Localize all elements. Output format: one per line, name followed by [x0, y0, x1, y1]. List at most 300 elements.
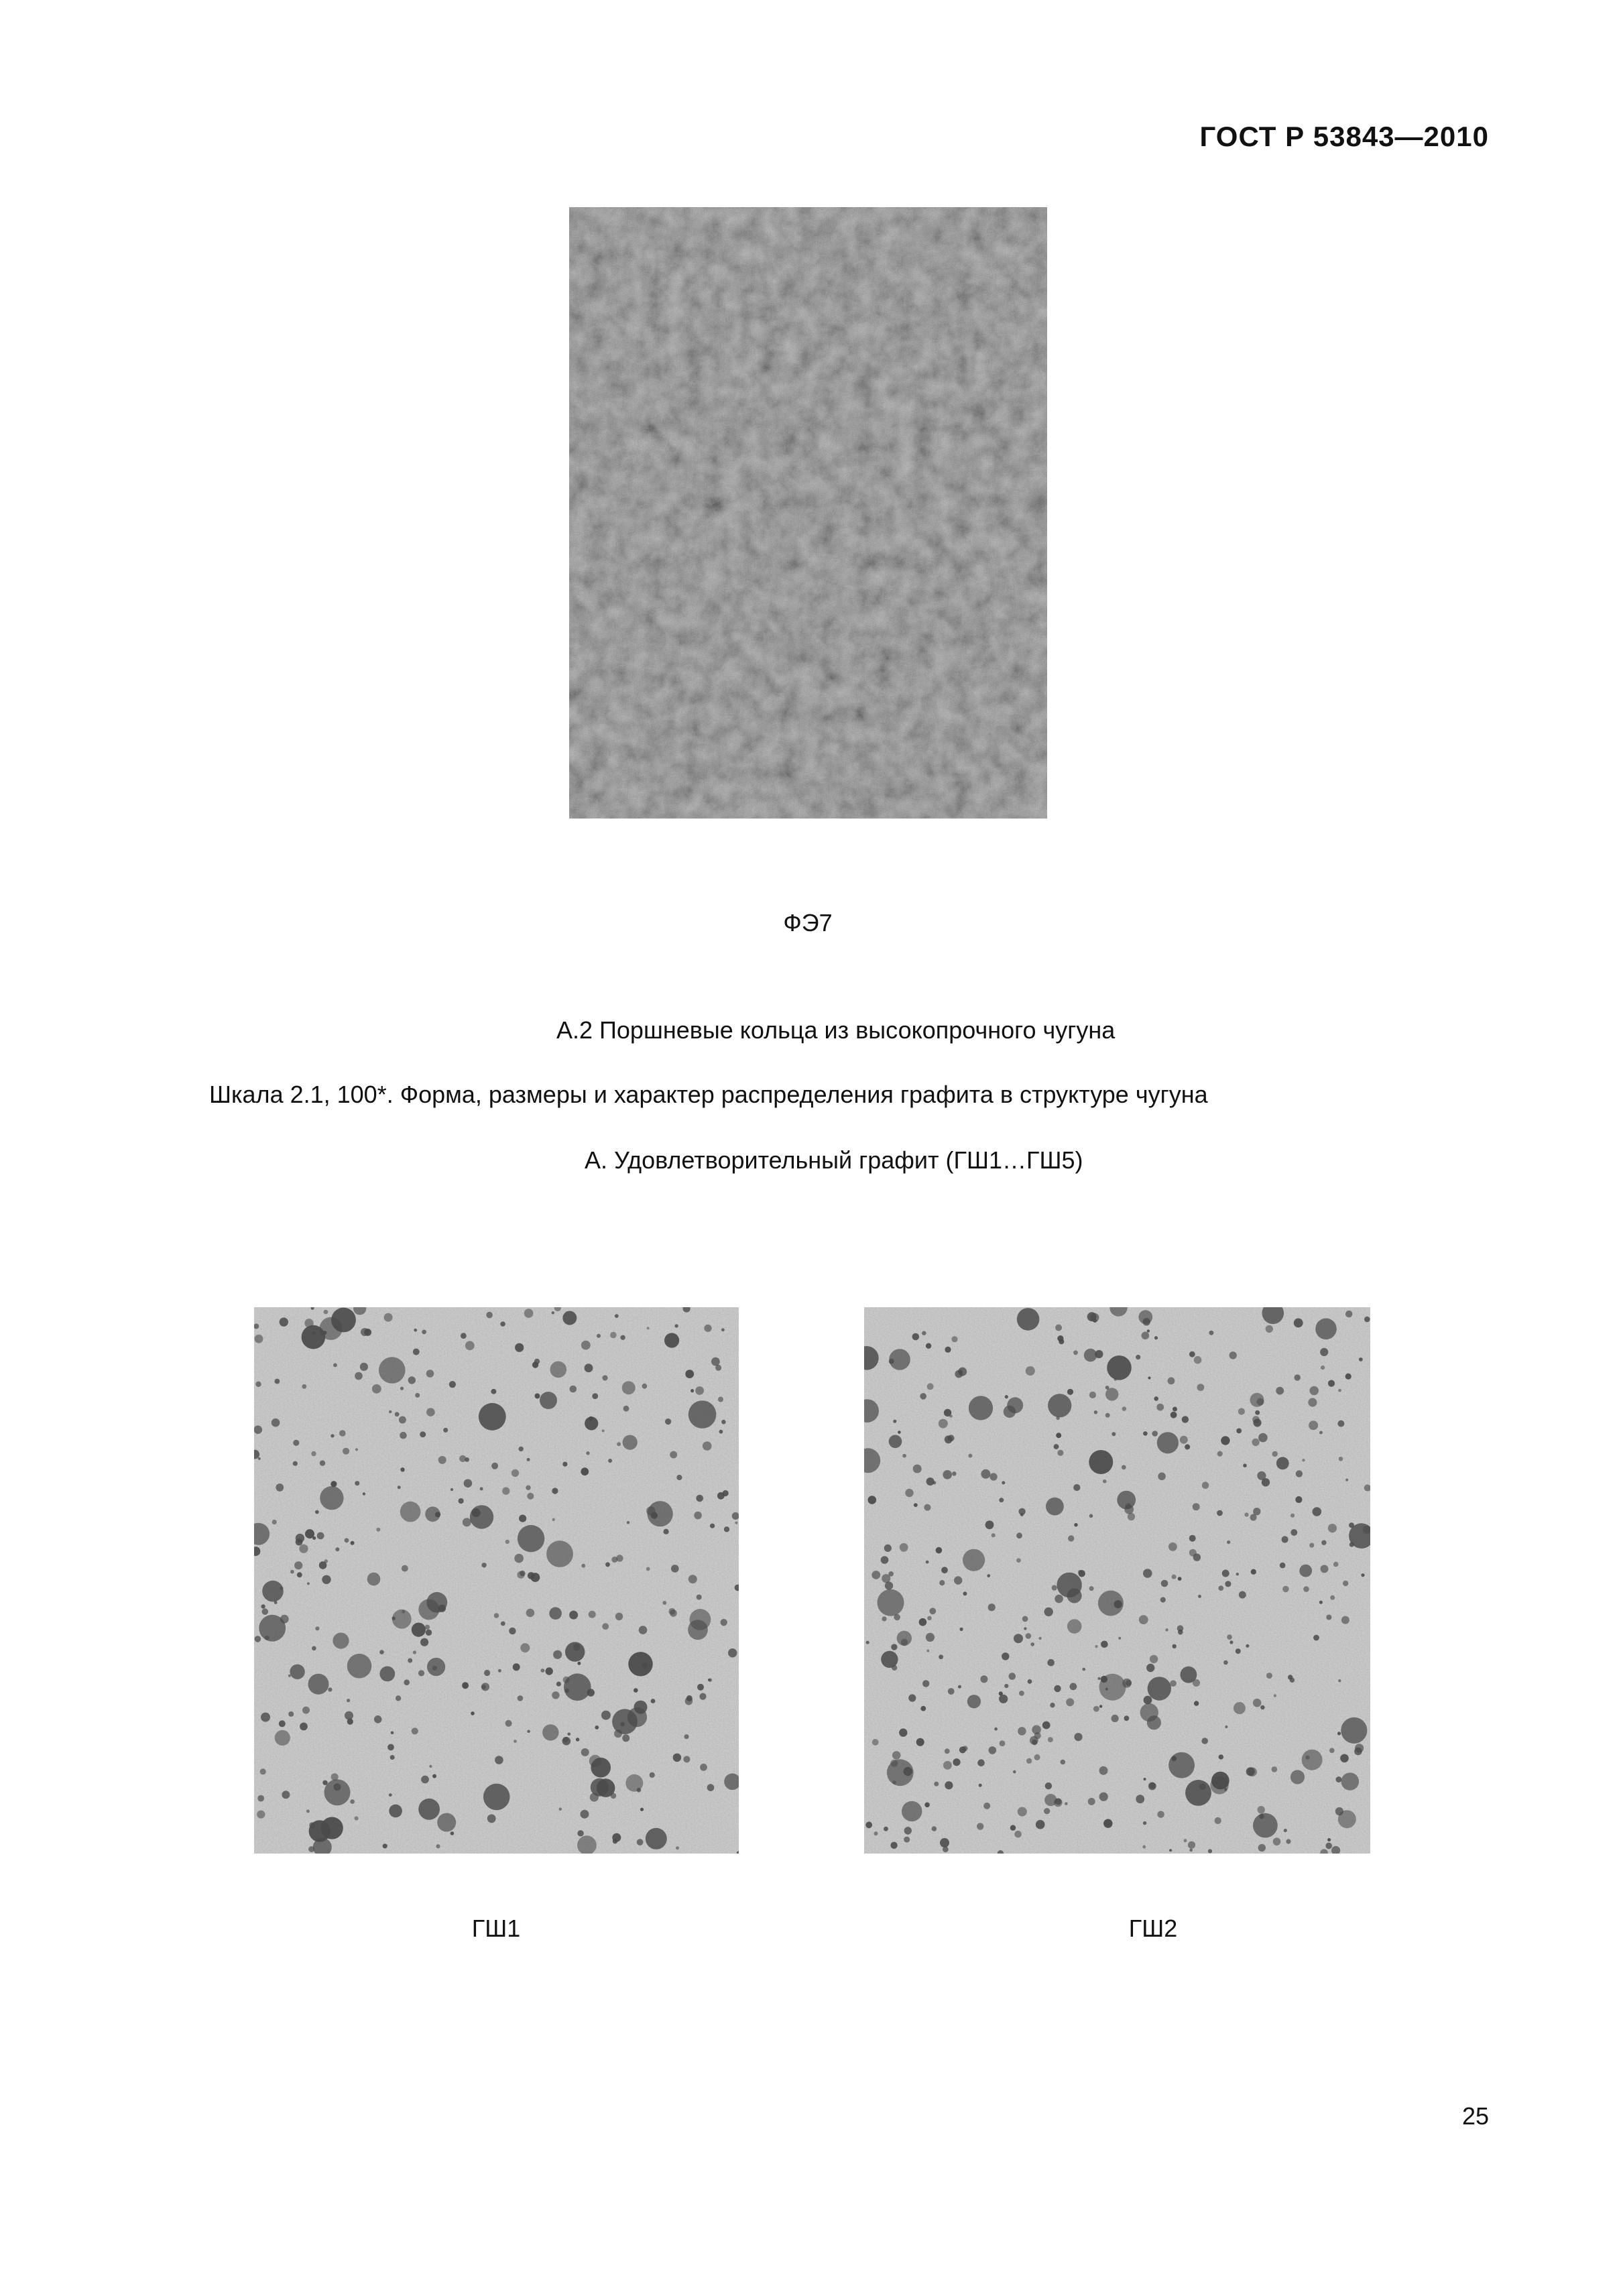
- graphite-nodule: [640, 1808, 644, 1811]
- graphite-nodule: [1337, 1732, 1341, 1735]
- graphite-nodule: [408, 1376, 416, 1384]
- graphite-nodule: [1227, 1634, 1232, 1640]
- graphite-nodule: [1339, 1457, 1343, 1461]
- graphite-nodule: [703, 1441, 712, 1451]
- graphite-nodule: [1016, 1532, 1022, 1538]
- graphite-nodule: [1073, 1484, 1080, 1491]
- graphite-nodule: [1101, 1641, 1108, 1648]
- graphite-nodule: [922, 1680, 929, 1687]
- graphite-nodule: [1032, 1740, 1037, 1745]
- graphite-nodule: [275, 1730, 290, 1746]
- graphite-nodule: [471, 1711, 475, 1715]
- graphite-nodule: [1026, 1633, 1032, 1639]
- graphite-nodule: [483, 1784, 510, 1811]
- graphite-nodule: [262, 1581, 284, 1602]
- graphite-nodule: [392, 1610, 412, 1629]
- graphite-nodule: [943, 1470, 952, 1479]
- graphite-nodule: [1197, 1384, 1205, 1391]
- graphite-nodule: [721, 1328, 725, 1331]
- graphite-nodule: [695, 1386, 704, 1395]
- graphite-nodule: [902, 1454, 906, 1458]
- graphite-nodule: [960, 1628, 963, 1631]
- graphite-nodule: [418, 1599, 439, 1620]
- graphite-nodule: [1095, 1645, 1097, 1648]
- graphite-nodule: [924, 1504, 930, 1511]
- graphite-nodule: [1010, 1825, 1016, 1830]
- graphite-nodule: [939, 1419, 948, 1429]
- graphite-nodule: [418, 1799, 440, 1820]
- graphite-nodule: [379, 1357, 406, 1384]
- graphite-nodule: [932, 1826, 937, 1831]
- graphite-nodule: [1215, 1817, 1221, 1824]
- graphite-nodule: [591, 1758, 611, 1778]
- graphite-nodule: [871, 1571, 880, 1579]
- graphite-nodule: [328, 1687, 332, 1691]
- graphite-nodule: [608, 1459, 612, 1463]
- graphite-nodule: [1321, 1540, 1326, 1545]
- graphite-nodule: [1225, 1581, 1231, 1587]
- graphite-nodule: [355, 1372, 363, 1380]
- graphite-nodule: [622, 1381, 636, 1394]
- graphite-nodule: [296, 1534, 304, 1543]
- graphite-nodule: [1126, 1503, 1132, 1509]
- graphite-nodule: [402, 1565, 408, 1572]
- graphite-nodule: [1227, 1540, 1230, 1544]
- graphite-nodule: [514, 1740, 517, 1743]
- graphite-nodule: [1089, 1514, 1093, 1518]
- graphite-nodule: [1303, 1586, 1309, 1592]
- graphite-nodule: [1180, 1436, 1188, 1444]
- graphite-nodule: [294, 1561, 302, 1569]
- graphite-nodule: [1282, 1586, 1289, 1593]
- graphite-nodule: [710, 1524, 715, 1528]
- graphite-nodule: [1087, 1312, 1097, 1321]
- graphite-nodule: [1122, 1406, 1127, 1411]
- graphite-nodule: [1099, 1793, 1108, 1801]
- graphite-nodule: [1178, 1577, 1182, 1581]
- graphite-nodule: [1194, 1701, 1199, 1705]
- graphite-nodule: [484, 1670, 490, 1676]
- graphite-nodule: [1068, 1535, 1074, 1541]
- graphite-nodule: [1319, 1431, 1323, 1435]
- graphite-nodule: [1144, 1696, 1152, 1705]
- graphite-nodule: [884, 1827, 888, 1831]
- graphite-nodule: [1014, 1831, 1022, 1838]
- graphite-nodule: [1028, 1679, 1032, 1684]
- graphite-nodule: [432, 1774, 436, 1778]
- graphite-nodule: [1111, 1432, 1116, 1436]
- graphite-nodule: [952, 1471, 957, 1476]
- graphite-nodule: [412, 1728, 418, 1734]
- graphite-nodule: [926, 1633, 935, 1642]
- graphite-nodule: [330, 1481, 337, 1487]
- graphite-nodule: [602, 1623, 609, 1630]
- graphite-nodule: [400, 1387, 404, 1390]
- graphite-nodule: [913, 1465, 922, 1473]
- graphite-nodule: [977, 1823, 983, 1829]
- graphite-nodule: [302, 1384, 306, 1389]
- graphite-nodule: [615, 1613, 623, 1620]
- graphite-nodule: [905, 1489, 913, 1497]
- graphite-nodule: [581, 1810, 589, 1819]
- graphite-nodule: [1309, 1386, 1319, 1396]
- graphite-nodule: [519, 1447, 524, 1451]
- graphite-nodule: [1337, 1421, 1344, 1427]
- graphite-nodule: [501, 1622, 505, 1626]
- graphite-nodule: [1172, 1575, 1177, 1579]
- graphite-nodule: [290, 1665, 304, 1679]
- graphite-nodule: [1217, 1451, 1223, 1457]
- graphite-nodule: [1016, 1558, 1021, 1563]
- graphite-nodule: [1169, 1849, 1172, 1852]
- graphite-nodule: [317, 1532, 324, 1540]
- graphite-nodule: [696, 1495, 703, 1502]
- graphite-nodule: [707, 1784, 715, 1791]
- graphite-nodule: [616, 1555, 623, 1562]
- graphite-nodule: [685, 1370, 694, 1378]
- graphite-nodule: [1099, 1766, 1108, 1775]
- graphite-nodule: [449, 1381, 456, 1388]
- graphite-nodule: [421, 1776, 429, 1784]
- graphite-nodule: [1359, 1357, 1363, 1362]
- graphite-nodule: [963, 1591, 967, 1595]
- graphite-nodule: [459, 1455, 466, 1462]
- graphite-nodule: [1170, 1680, 1177, 1687]
- graphite-nodule: [650, 1772, 655, 1778]
- graphite-nodule: [1136, 1795, 1144, 1803]
- graphite-nodule: [1333, 1562, 1339, 1567]
- graphite-nodule: [408, 1658, 412, 1663]
- graphite-nodule: [1000, 1740, 1006, 1746]
- graphite-nodule: [1002, 1652, 1009, 1660]
- graphite-nodule: [1309, 1421, 1318, 1430]
- graphite-nodule: [888, 1571, 894, 1577]
- graphite-nodule: [527, 1730, 530, 1733]
- graphite-nodule: [450, 1831, 455, 1835]
- graphite-nodule: [549, 1607, 562, 1620]
- graphite-nodule: [1066, 1698, 1074, 1706]
- graphite-nodule: [1052, 1585, 1057, 1591]
- graphite-nodule: [904, 1827, 912, 1834]
- graphite-nodule: [520, 1571, 525, 1576]
- graphite-nodule: [418, 1670, 424, 1676]
- graphite-nodule: [1309, 1543, 1314, 1548]
- graphite-nodule: [1054, 1444, 1059, 1449]
- graphite-nodule: [595, 1726, 599, 1730]
- graphite-nodule: [1147, 1715, 1161, 1730]
- graphite-nodule: [1013, 1770, 1016, 1774]
- graphite-nodule: [498, 1669, 501, 1673]
- graphite-nodule: [535, 1393, 540, 1398]
- graphite-nodule: [569, 1611, 578, 1620]
- caption-gsh2: ГШ2: [1128, 1915, 1178, 1942]
- graphite-nodule: [948, 1688, 955, 1695]
- graphite-nodule: [1185, 1444, 1190, 1449]
- graphite-nodule: [1142, 1332, 1150, 1340]
- graphite-nodule: [1361, 1573, 1364, 1577]
- graphite-nodule: [1282, 1536, 1288, 1543]
- graphite-nodule: [922, 1331, 926, 1335]
- graphite-nodule: [724, 1526, 729, 1532]
- graphite-nodule: [413, 1650, 416, 1654]
- graphite-nodule: [709, 1679, 712, 1682]
- graphite-nodule: [615, 1314, 619, 1318]
- graphite-nodule: [945, 1435, 953, 1443]
- graphite-nodule: [1004, 1406, 1016, 1418]
- graphite-nodule: [933, 1481, 936, 1484]
- graphite-nodule: [1257, 1398, 1264, 1406]
- graphite-nodule: [1084, 1349, 1097, 1362]
- graphite-nodule: [345, 1538, 349, 1543]
- graphite-nodule: [889, 1435, 902, 1449]
- graphite-nodule: [890, 1842, 897, 1849]
- graphite-nodule: [581, 1748, 589, 1756]
- graphite-nodule: [293, 1440, 299, 1446]
- graphite-nodule: [1122, 1465, 1126, 1469]
- graphite-nodule: [404, 1679, 410, 1685]
- graphite-nodule: [426, 1408, 435, 1416]
- graphite-nodule: [700, 1764, 707, 1771]
- graphite-nodule: [261, 1713, 270, 1722]
- graphite-nodule: [1189, 1535, 1196, 1542]
- graphite-nodule: [1050, 1703, 1055, 1707]
- graphite-nodule: [450, 1488, 453, 1491]
- graphite-nodule: [1105, 1413, 1110, 1418]
- graphite-nodule: [1154, 1336, 1158, 1339]
- graphite-nodule: [515, 1343, 524, 1352]
- micrograph-gsh1: [254, 1307, 739, 1854]
- graphite-nodule: [1248, 1767, 1257, 1776]
- graphite-nodule: [1034, 1732, 1041, 1739]
- graphite-nodule: [345, 1711, 353, 1720]
- graphite-nodule: [1189, 1849, 1193, 1852]
- graphite-nodule: [534, 1359, 540, 1364]
- graphite-nodule: [989, 1473, 997, 1480]
- graphite-nodule: [1341, 1717, 1367, 1744]
- graphite-nodule: [258, 1457, 261, 1460]
- graphite-nodule: [413, 1349, 420, 1355]
- graphite-nodule: [721, 1420, 726, 1425]
- graphite-nodule: [1017, 1308, 1040, 1331]
- graphite-nodule: [1327, 1838, 1331, 1841]
- graphite-nodule: [330, 1434, 334, 1437]
- graphite-nodule: [500, 1321, 505, 1327]
- caption-gsh1: ГШ1: [471, 1915, 521, 1942]
- graphite-nodule: [312, 1536, 316, 1540]
- graphite-nodule: [426, 1630, 432, 1636]
- graphite-nodule: [866, 1641, 869, 1644]
- graphite-nodule: [1142, 1846, 1146, 1849]
- graphite-nodule: [1024, 1627, 1026, 1630]
- graphite-nodule: [885, 1581, 893, 1589]
- graphite-nodule: [347, 1654, 372, 1679]
- graphite-nodule: [1022, 1616, 1028, 1622]
- graphite-nodule: [1152, 1431, 1158, 1437]
- graphite-nodule: [1345, 1479, 1348, 1482]
- graphite-nodule: [276, 1484, 284, 1492]
- graphite-nodule: [673, 1754, 682, 1762]
- graphite-nodule: [592, 1393, 598, 1399]
- graphite-nodule: [1056, 1433, 1061, 1438]
- graphite-nodule: [540, 1392, 557, 1409]
- graphite-nodule: [999, 1498, 1004, 1502]
- graphite-nodule: [563, 1737, 568, 1742]
- graphite-nodule: [552, 1518, 555, 1521]
- graphite-nodule: [586, 1451, 589, 1455]
- graphite-nodule: [280, 1317, 288, 1326]
- graphite-nodule: [953, 1758, 960, 1766]
- graphite-nodule: [470, 1505, 493, 1528]
- graphite-nodule: [1194, 1356, 1202, 1364]
- graphite-nodule: [1065, 1802, 1067, 1805]
- graphite-nodule: [491, 1463, 498, 1469]
- graphite-nodule: [1146, 1664, 1154, 1672]
- graphite-nodule: [1026, 1758, 1032, 1764]
- micrograph-fe7: [569, 207, 1047, 819]
- graphite-nodule: [491, 1389, 496, 1394]
- graphite-nodule: [1208, 1849, 1212, 1853]
- graphite-nodule: [562, 1462, 567, 1467]
- graphite-nodule: [379, 1667, 395, 1682]
- graphite-nodule: [1302, 1459, 1305, 1461]
- graphite-nodule: [518, 1695, 524, 1701]
- graphite-nodule: [1103, 1479, 1107, 1484]
- graphite-nodule: [1253, 1813, 1278, 1838]
- graphite-nodule: [487, 1814, 496, 1823]
- graphite-nodule: [587, 1689, 595, 1696]
- graphite-nodule: [1114, 1378, 1117, 1381]
- graphite-nodule: [581, 1564, 585, 1568]
- graphite-nodule: [324, 1310, 328, 1315]
- graphite-nodule: [479, 1403, 506, 1431]
- graphite-nodule: [646, 1567, 650, 1571]
- graphite-nodule: [1061, 1760, 1066, 1765]
- graphite-nodule: [552, 1691, 559, 1699]
- graphite-nodule: [1276, 1457, 1289, 1469]
- graphite-nodule: [1105, 1688, 1108, 1691]
- graphite-nodule: [1338, 1679, 1341, 1682]
- graphite-nodule: [1101, 1676, 1107, 1683]
- graphite-nodule: [1329, 1748, 1335, 1753]
- graphite-nodule: [670, 1451, 677, 1459]
- graphite-nodule: [926, 1477, 935, 1486]
- graphite-nodule: [422, 1330, 426, 1335]
- graphite-nodule: [282, 1791, 290, 1799]
- graphite-nodule: [945, 1347, 951, 1353]
- graphite-nodule: [389, 1793, 392, 1797]
- graphite-nodule: [1143, 1569, 1152, 1578]
- graphite-nodule: [1045, 1783, 1052, 1789]
- graphite-nodule: [1253, 1508, 1260, 1515]
- graphite-nodule: [1330, 1595, 1335, 1600]
- graphite-nodule: [577, 1662, 581, 1665]
- graphite-nodule: [1188, 1841, 1195, 1849]
- graphite-nodule: [715, 1365, 721, 1371]
- graphite-nodule: [1057, 1573, 1081, 1597]
- graphite-nodule: [893, 1420, 896, 1423]
- graphite-nodule: [1173, 1644, 1177, 1648]
- graphite-nodule: [1094, 1410, 1097, 1414]
- graphite-nodule: [400, 1502, 421, 1522]
- graphite-nodule: [639, 1626, 648, 1634]
- graphite-nodule: [1111, 1715, 1119, 1722]
- graphite-nodule: [320, 1486, 343, 1510]
- graphite-nodule: [383, 1844, 387, 1848]
- graphite-nodule: [1253, 1699, 1262, 1707]
- graphite-nodule: [518, 1525, 544, 1552]
- graphite-nodule: [900, 1543, 908, 1552]
- graphite-nodule: [1057, 1450, 1063, 1456]
- graphite-nodule: [1338, 1810, 1356, 1828]
- graphite-nodule: [320, 1460, 325, 1465]
- graphite-nodule: [1290, 1770, 1305, 1784]
- graphite-nodule: [627, 1707, 647, 1727]
- graphite-nodule: [1229, 1640, 1233, 1644]
- graphite-nodule: [1253, 1418, 1261, 1427]
- graphite-nodule: [1246, 1644, 1249, 1648]
- page-number: 25: [1461, 2102, 1489, 2130]
- graphite-nodule: [936, 1547, 943, 1554]
- graphite-nodule: [889, 1359, 894, 1364]
- graphite-nodule: [977, 1759, 985, 1766]
- graphite-nodule: [939, 1580, 945, 1585]
- graphite-nodule: [1252, 1439, 1259, 1446]
- graphite-nodule: [396, 1695, 401, 1701]
- graphite-nodule: [367, 1573, 381, 1586]
- graphite-nodule: [999, 1695, 1008, 1703]
- graphite-nodule: [1218, 1585, 1223, 1591]
- graphite-nodule: [1019, 1691, 1024, 1696]
- graphite-nodule: [355, 1481, 359, 1486]
- graphite-nodule: [333, 1632, 349, 1648]
- graphite-nodule: [1321, 1565, 1329, 1573]
- graphite-nodule: [581, 1467, 589, 1475]
- graphite-nodule: [426, 1370, 434, 1378]
- graphite-nodule: [642, 1663, 647, 1668]
- graphite-nodule: [676, 1846, 679, 1850]
- graphite-nodule: [1272, 1766, 1278, 1772]
- graphite-nodule: [1018, 1727, 1026, 1736]
- graphite-nodule: [512, 1469, 519, 1477]
- graphite-nodule: [916, 1738, 924, 1746]
- graphite-nodule: [897, 1631, 912, 1646]
- graphite-nodule: [1158, 1473, 1166, 1481]
- graphite-nodule: [989, 1746, 997, 1754]
- graphite-nodule: [1057, 1335, 1063, 1341]
- graphite-nodule: [967, 1695, 981, 1708]
- graphite-nodule: [1234, 1702, 1246, 1714]
- graphite-nodule: [1070, 1683, 1077, 1690]
- graphite-nodule: [891, 1644, 897, 1650]
- graphite-nodule: [1219, 1754, 1223, 1759]
- graphite-nodule: [257, 1811, 265, 1819]
- graphite-nodule: [1074, 1733, 1082, 1741]
- document-number: ГОСТ Р 53843—2010: [1199, 121, 1489, 152]
- graphite-nodule: [1258, 1433, 1268, 1443]
- graphite-nodule: [945, 1748, 950, 1754]
- graphite-nodule: [1018, 1807, 1027, 1817]
- graphite-nodule: [704, 1325, 711, 1332]
- graphite-nodule: [379, 1650, 384, 1654]
- graphite-nodule: [697, 1684, 704, 1691]
- graphite-nodule: [1002, 1481, 1005, 1484]
- graphite-nodule: [981, 1469, 990, 1479]
- graphite-nodule: [480, 1487, 483, 1490]
- graphite-nodule: [648, 1501, 673, 1526]
- graphite-nodule: [719, 1430, 723, 1434]
- graphite-nodule: [321, 1817, 343, 1839]
- graphite-nodule: [339, 1430, 346, 1437]
